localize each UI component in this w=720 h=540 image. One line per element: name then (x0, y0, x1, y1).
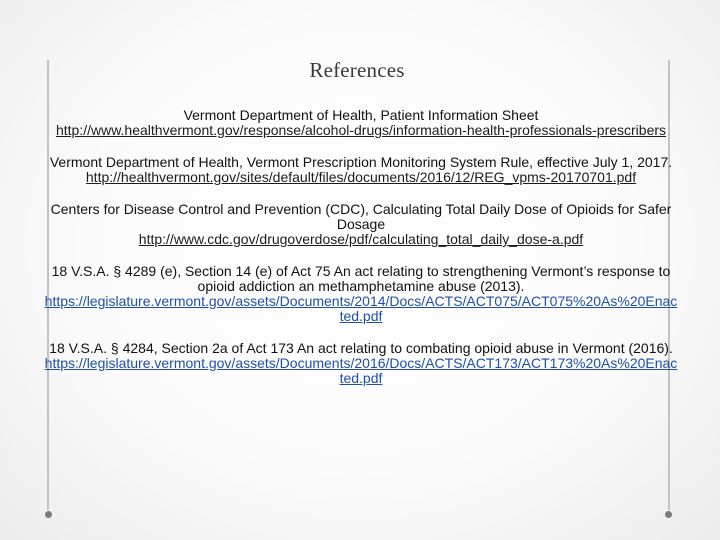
reference-item (44, 155, 678, 185)
reference-text: 18 V.S.A. § 4289 (e), Section 14 (e) of Act 75 An act relating to strengthening Vermont’s response to opioid addiction an methamphetamine abuse (2013). (51, 263, 671, 294)
reference-text: Vermont Department of Health, Patient Information Sheet (183, 107, 539, 123)
page-title: References (309, 58, 405, 82)
reference-text: Centers for Disease Control and Prevention (CDC), Calculating Total Daily Dose of Opioids for Safer Dosage (50, 201, 672, 232)
reference-item (44, 341, 678, 386)
reference-link[interactable]: https://legislature.vermont.gov/assets/Documents/2016/Docs/ACTS/ACT173/ACT173%20As%20Enacted.pdf (44, 355, 678, 386)
reference-link[interactable]: https://legislature.vermont.gov/assets/Documents/2014/Docs/ACTS/ACT075/ACT075%20As%20Enacted.pdf (44, 293, 678, 324)
reference-item (44, 202, 678, 247)
reference-link[interactable]: http://healthvermont.gov/sites/default/files/documents/2016/12/REG_vpms-20170701.pdf (85, 169, 637, 185)
reference-text: Vermont Department of Health, Vermont Prescription Monitoring System Rule, effective July 1, 2017. (49, 154, 673, 170)
reference-link[interactable]: http://www.healthvermont.gov/response/alcohol-drugs/information-health-professionals-prescribers (55, 122, 667, 138)
bottom-left-dot (45, 511, 52, 518)
reference-item (44, 264, 678, 324)
reference-list (44, 108, 678, 403)
reference-item (44, 108, 678, 138)
reference-link[interactable]: http://www.cdc.gov/drugoverdose/pdf/calculating_total_daily_dose-a.pdf (138, 231, 584, 247)
bottom-right-dot (665, 511, 672, 518)
reference-text: 18 V.S.A. § 4284, Section 2a of Act 173 An act relating to combating opioid abuse in Vermont (2016). (49, 340, 673, 356)
